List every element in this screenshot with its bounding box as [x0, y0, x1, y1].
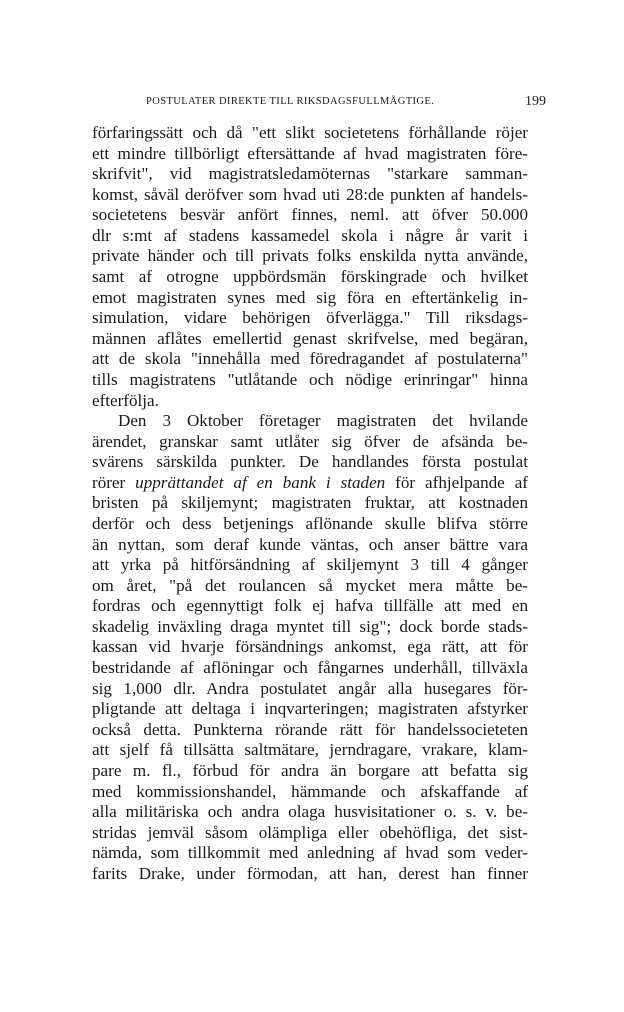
text-line: samt af otrogne uppbördsmän förskingrade och hvilket — [92, 267, 528, 287]
text-segment: för afhjelpande af — [385, 472, 528, 492]
text-line: bristen på skiljemynt; magistraten fruktar, att kostnaden — [92, 493, 528, 513]
text-line-with-emphasis — [92, 473, 528, 494]
text-line: Den 3 Oktober företager magistraten det hvilande — [118, 411, 528, 431]
text-line: stridas jemväl såsom olämpliga eller obehöfliga, det sist- — [92, 822, 528, 842]
emphasized-phrase: upprättandet af en bank i staden — [135, 472, 386, 492]
text-line: med kommissionshandel, hämmande och afskaffande af — [92, 781, 528, 801]
text-segment: rörer — [92, 472, 136, 492]
text-line: ett mindre tillbörligt eftersättande af hvad magistraten före- — [92, 143, 528, 163]
text-line: komst, såväl deröfver som hvad uti 28:de punkten af handels- — [92, 184, 528, 204]
text-line: skrifvit", vid magistratsledamöternas "starkare samman- — [92, 164, 528, 184]
text-line: också detta. Punkterna rörande rätt för handelssocieteten — [92, 719, 528, 739]
text-line: emot magistraten synes med sig föra en eftertänkelig in- — [92, 287, 528, 307]
text-line: pligtande att deltaga i inqvarteringen; magistraten afstyrker — [92, 699, 528, 719]
text-line: än nyttan, som deraf kunde väntas, och anser bättre vara — [92, 534, 528, 554]
text-line: private händer och till privats folks enskilda nytta använde, — [92, 246, 528, 266]
text-line: sig 1,000 dlr. Andra postulatet angår alla husegares för- — [92, 678, 528, 698]
text-line: derför och dess betjenings aflönande skulle blifva större — [92, 513, 528, 533]
text-line: societetens besvär anfört finnes, neml. att öfver 50.000 — [92, 205, 528, 225]
text-line: pare m. fl., förbud för andra än borgare att befatta sig — [92, 760, 528, 780]
text-line: kassan vid hvarje försändnings ankomst, ega rätt, att för — [92, 637, 528, 657]
text-line: efterfölja. — [92, 390, 159, 410]
text-line: nämda, som tillkommit med anledning af hvad som veder- — [92, 843, 528, 863]
text-line: att de skola "innehålla med föredragandet af postulaterna" — [92, 349, 528, 369]
text-line: fordras och egennyttigt folk ej hafva tillfälle att med en — [92, 596, 528, 616]
text-line: alla militäriska och andra olaga husvisitationer o. s. v. be- — [92, 802, 528, 822]
text-line: om året, "på det roulancen så mycket mera måtte be- — [92, 575, 528, 595]
body-text — [92, 123, 528, 884]
running-header — [90, 96, 546, 112]
text-line: att yrka på hitförsändning af skiljemynt 3 till 4 gånger — [92, 555, 528, 575]
text-line: förfaringssätt och då "ett slikt societetens förhållande röjer — [92, 123, 528, 142]
text-line: skadelig inväxling draga myntet till sig"; dock borde stads- — [92, 616, 528, 636]
page-number: 199 — [525, 94, 546, 109]
text-line: ärendet, granskar samt utlåter sig öfver de afsända be- — [92, 431, 528, 451]
text-line: tills magistratens "utlåtande och nödige erinringar" hinna — [92, 369, 528, 389]
text-line: dlr s:mt af stadens kassamedel skola i någre år varit i — [92, 225, 528, 245]
text-line: männen aflåtes emellertid genast skrifvelse, med begäran, — [92, 328, 528, 348]
text-line: farits Drake, under förmodan, att han, derest han finner — [92, 863, 528, 883]
text-line: svärens särskilda punkter. De handlandes första postulat — [92, 452, 528, 472]
text-line: att sjelf få tillsätta saltmätare, jerndragare, vrakare, klam- — [92, 740, 528, 760]
text-line: bestridande af aflöningar och fångarnes underhåll, tillväxla — [92, 658, 528, 678]
running-title: POSTULATER DIREKTE TILL RIKSDAGSFULLMÄGTIGE. — [146, 96, 435, 107]
text-line: simulation, vidare behörigen öfverlägga." Till riksdags- — [92, 308, 528, 328]
